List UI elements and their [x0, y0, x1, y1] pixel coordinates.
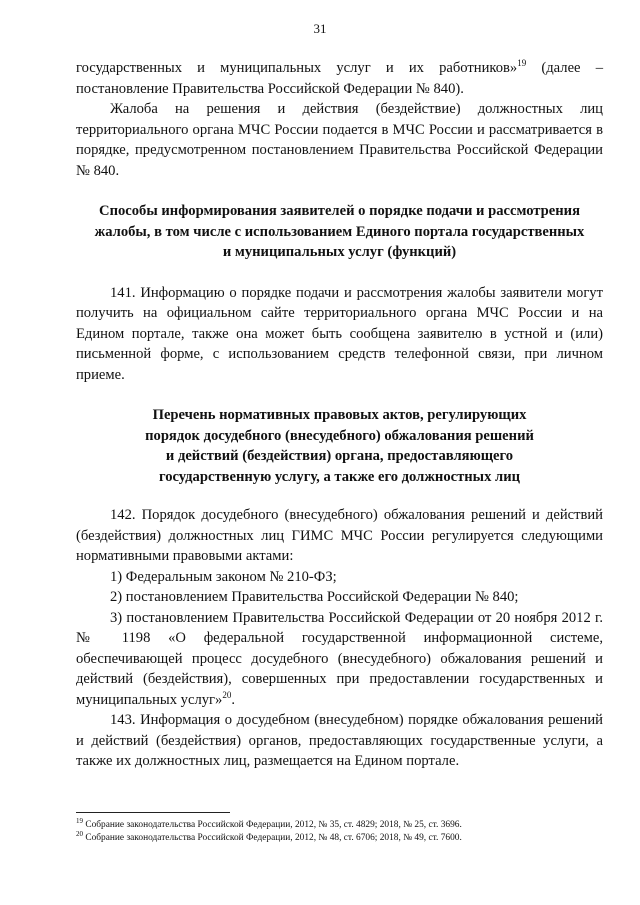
paragraph-complaint: Жалоба на решения и действия (бездействие) должностных лиц территориального органа МЧС России подается в МЧС России и рассматривается в порядке, предусмотренном постановлением Правительства Российской Федерации № 840.	[76, 101, 603, 179]
footnote-ref-20[interactable]: 20	[222, 689, 232, 700]
list-item-text: 3) постановлением Правительства Российской Федерации от 20 ноября 2012 г. № 1198 «О федеральной государственной информационной системе, обеспечивающей процесс досудебного (внесудебного) обжалования решений и действий (бездействия), совершенных при предоставлении государственных и муниципальных услуг»	[76, 609, 603, 708]
footnote-20	[76, 829, 603, 845]
section-heading-legal-acts	[76, 405, 603, 487]
section-heading-informing	[76, 201, 603, 263]
document-body	[76, 58, 603, 772]
heading-line: Способы информирования заявителей о порядке подачи и рассмотрения	[99, 203, 580, 219]
footnote-mark: 20	[76, 829, 83, 838]
footnotes	[76, 816, 603, 845]
heading-line: и муниципальных услуг (функций)	[222, 244, 457, 260]
list-item-1: 1) Федеральным законом № 210-ФЗ;	[110, 568, 337, 585]
heading-line: и действий (бездействия) органа, предоставляющего	[165, 448, 514, 464]
footnote-ref-19[interactable]: 19	[517, 58, 527, 69]
footnote-text: Собрание законодательства Российской Федерации, 2012, № 48, ст. 6706; 2018, № 49, ст. 7600.	[83, 833, 462, 843]
list-item-2: 2) постановлением Правительства Российской Федерации № 840;	[110, 589, 519, 605]
footnote-separator	[76, 812, 230, 813]
paragraph-continuation	[76, 58, 603, 99]
heading-line: жалобы, в том числе с использованием Единого портала государственных	[94, 223, 585, 240]
footnote-text: Собрание законодательства Российской Федерации, 2012, № 35, ст. 4829; 2018, № 25, ст. 3696.	[83, 820, 462, 830]
footnote-19	[76, 816, 603, 832]
paragraph-text: государственных и муниципальных услуг и их работников»	[76, 60, 518, 76]
paragraph-143: 143. Информация о досудебном (внесудебном) порядке обжалования решений и действий (бездействия) органов, предоставляющих государственные услуги, а также их должностных лиц, размещается на Едином портале.	[76, 712, 603, 769]
list-item-tail: .	[231, 691, 235, 708]
page-number: 31	[313, 21, 327, 36]
paragraph-text-tail: (далее – постановление Правительства Российской Федерации № 840).	[76, 60, 603, 97]
heading-line: государственную услугу, а также его должностных лиц	[158, 468, 521, 485]
heading-line: порядок досудебного (внесудебного) обжалования решений	[145, 427, 534, 444]
list-item-3	[76, 608, 603, 711]
footnote-mark: 19	[76, 816, 83, 825]
heading-line: Перечень нормативных правовых актов, регулирующих	[152, 407, 527, 423]
paragraph-141: 141. Информацию о порядке подачи и рассмотрения жалобы заявители могут получить на официальном сайте территориального органа МЧС России и на Едином портале, также она может быть сообщена заявителю в устной и (или) письменной форме, с использованием средств телефонной связи, при личном приеме.	[76, 284, 603, 383]
paragraph-142: 142. Порядок досудебного (внесудебного) обжалования решений и действий (бездействия) должностных лиц ГИМС МЧС России регулируется следующими нормативными правовыми актами:	[76, 507, 603, 564]
